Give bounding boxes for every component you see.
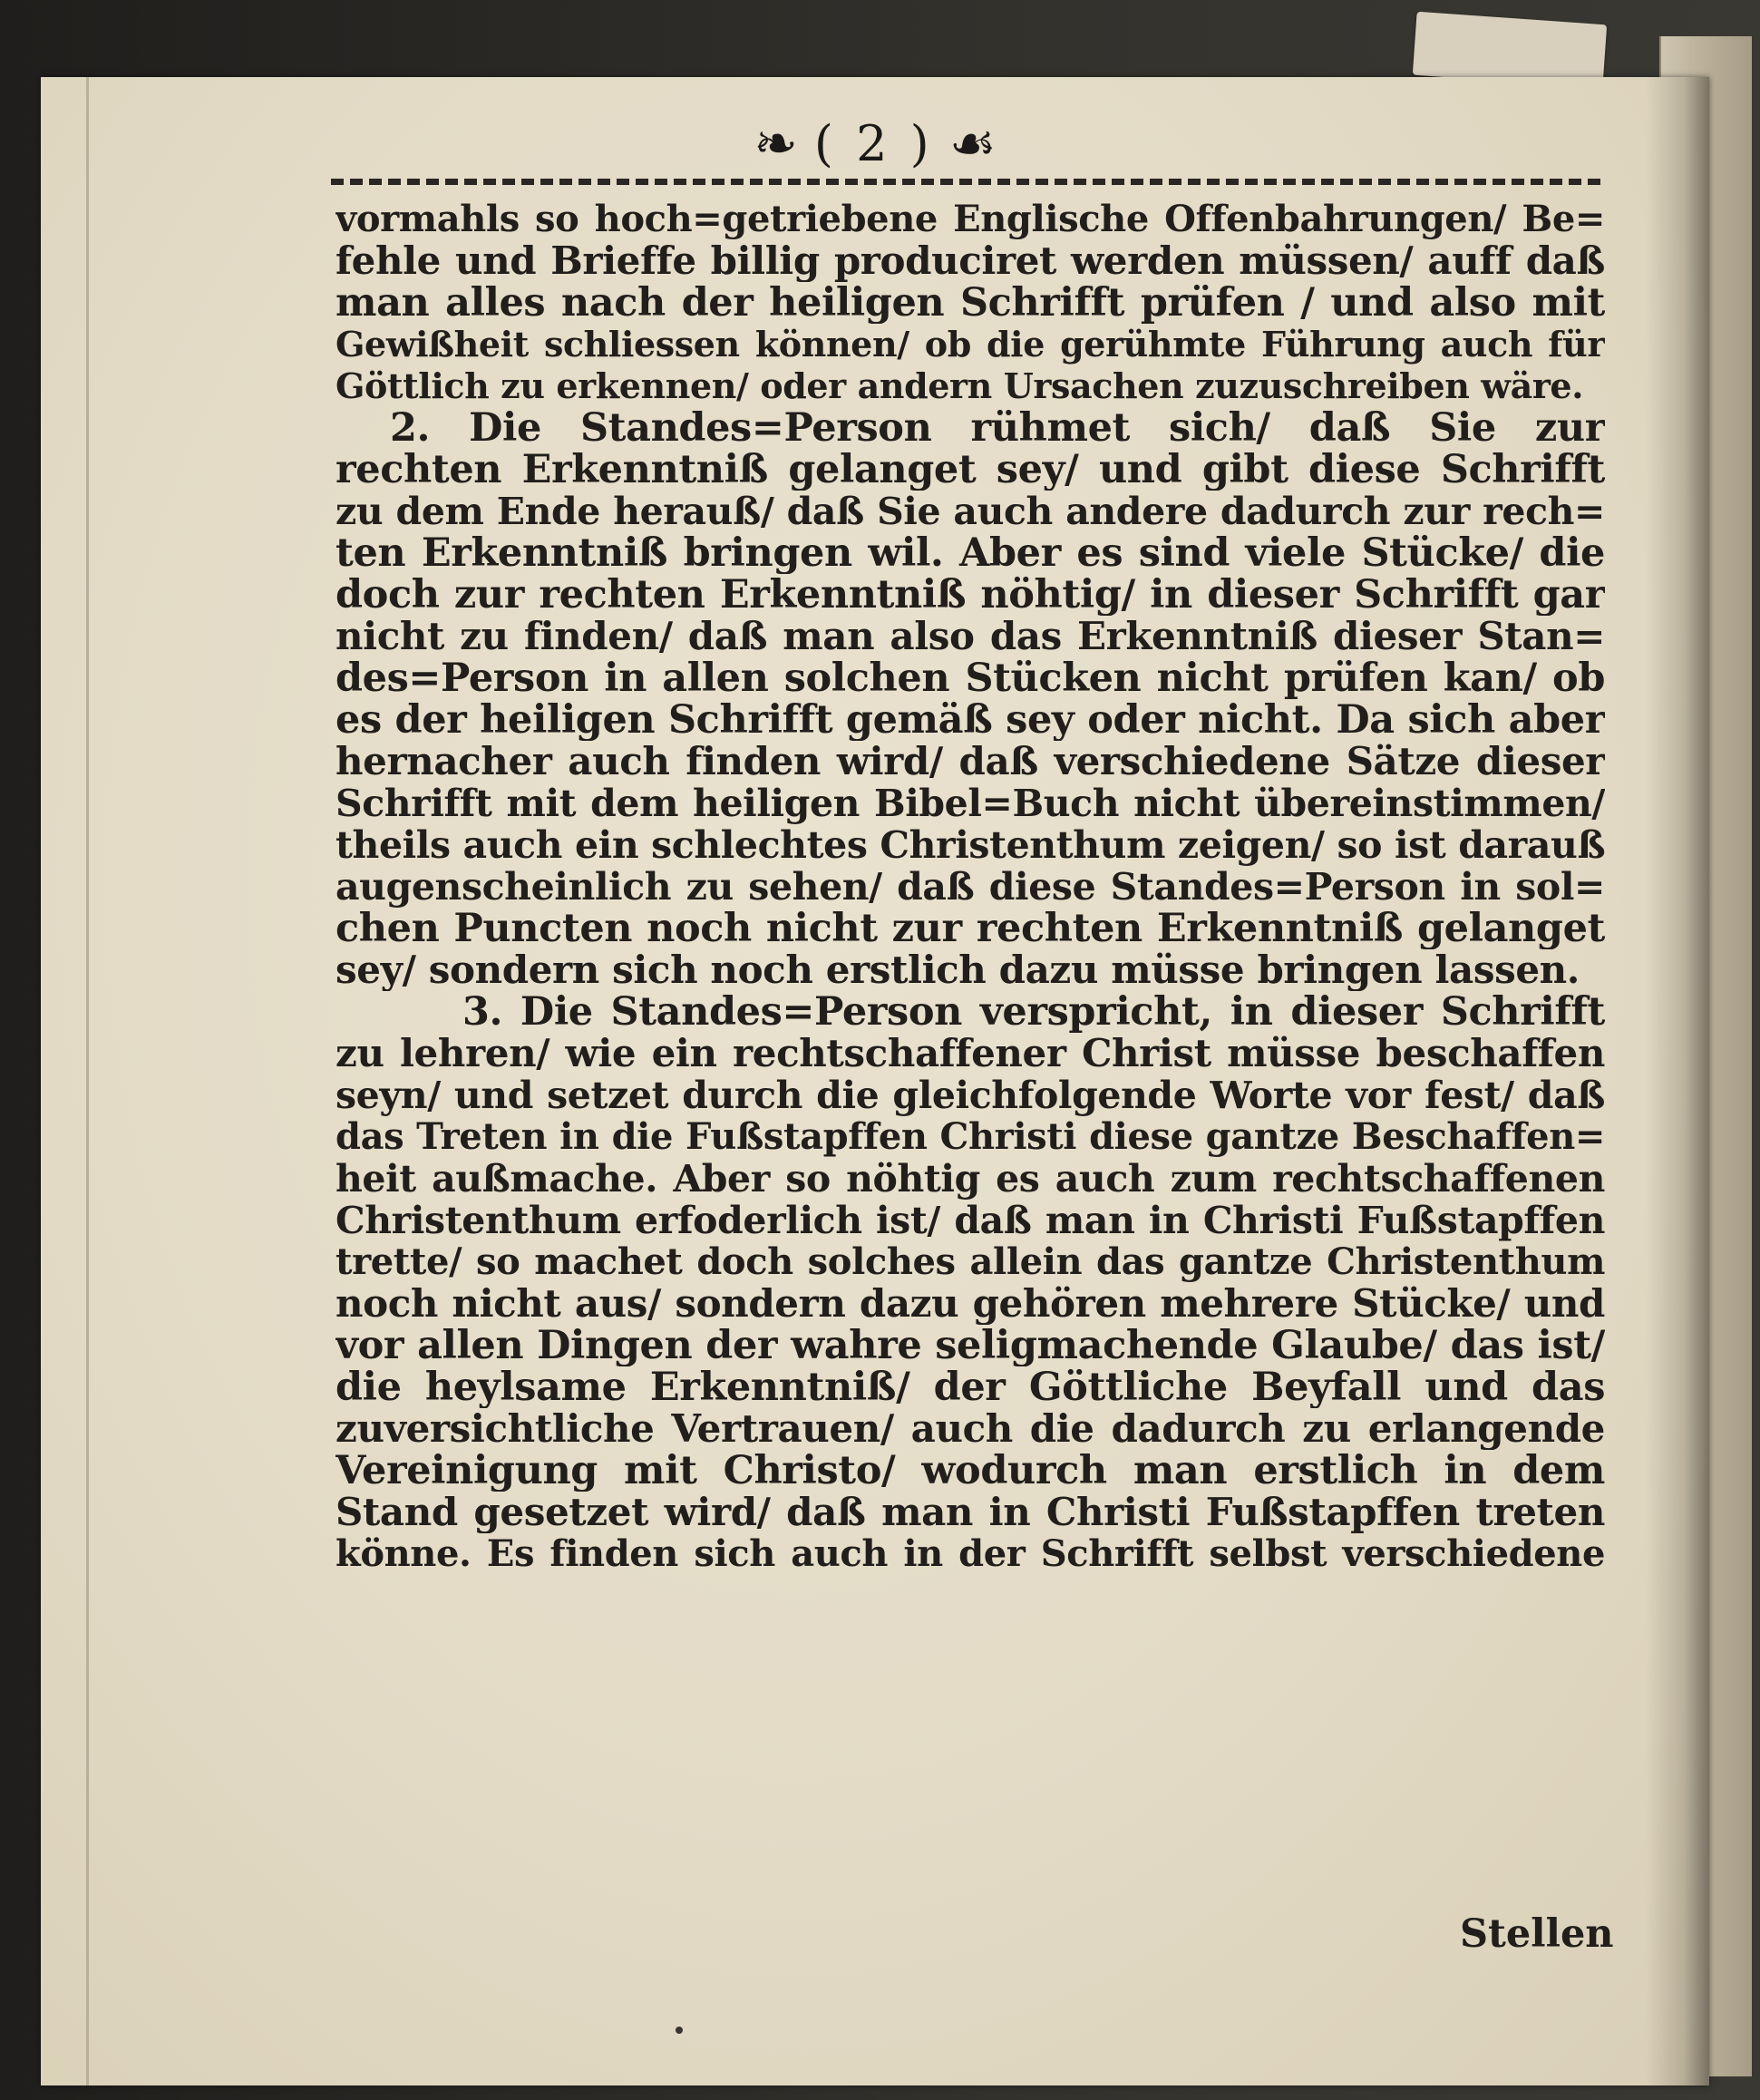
text-line: Gewißheit schliessen können/ ob die gerühmte Führung auch für	[335, 324, 1605, 365]
text-line: rechten Erkenntniß gelanget sey/ und gibt diese Schrifft	[335, 449, 1605, 491]
catchword: Stellen	[1460, 1911, 1614, 1957]
text-line: hernacher auch finden wird/ daß verschiedene Sätze dieser	[335, 741, 1605, 783]
text-line: vor allen Dingen der wahre seligmachende Glaube/ das ist/	[335, 1325, 1605, 1366]
text-line: heit außmache. Aber so nöhtig es auch zum rechtschaffenen	[335, 1158, 1605, 1200]
page-gutter-shadow	[1646, 77, 1709, 2085]
text-line: Vereinigung mit Christo/ wodurch man erstlich in dem	[335, 1450, 1605, 1492]
text-line: zu dem Ende herauß/ daß Sie auch andere dadurch zur rech=	[335, 491, 1605, 532]
text-line: vormahls so hoch=getriebene Englische Offenbahrungen/ Be=	[335, 199, 1605, 240]
text-line: fehle und Brieffe billig produciret werden müssen/ auff daß	[335, 240, 1605, 282]
text-line: man alles nach der heiligen Schrifft prüfen / und also mit	[335, 282, 1605, 324]
page-header	[41, 102, 1709, 184]
text-line: Stand gesetzet wird/ daß man in Christi Fußstapffen treten	[335, 1492, 1605, 1533]
page-fold-line	[86, 77, 89, 2085]
body-text	[335, 199, 1605, 1575]
text-line: das Treten in die Fußstapffen Christi diese gantze Beschaffen=	[335, 1116, 1605, 1158]
text-line: 3. Die Standes=Person verspricht, in dieser Schrifft	[462, 991, 1605, 1033]
ink-spot	[676, 2027, 683, 2034]
text-line: nicht zu finden/ daß man also das Erkenntniß dieser Stan=	[335, 616, 1605, 657]
header-rule	[331, 179, 1600, 185]
document-page	[41, 77, 1709, 2085]
text-line: zu lehren/ wie ein rechtschaffener Christ müsse beschaffen	[335, 1033, 1605, 1074]
text-line: trette/ so machet doch solches allein das gantze Christenthum	[335, 1241, 1605, 1283]
text-line: ten Erkenntniß bringen wil. Aber es sind viele Stücke/ die	[335, 532, 1605, 574]
text-line: des=Person in allen solchen Stücken nicht prüfen kan/ ob	[335, 657, 1605, 699]
page-number: ( 2 )	[813, 114, 933, 172]
text-line: 2. Die Standes=Person rühmet sich/ daß Sie zur	[390, 407, 1605, 449]
text-line: Christenthum erfoderlich ist/ daß man in Christi Fußstapffen	[335, 1200, 1605, 1241]
text-line: seyn/ und setzet durch die gleichfolgende Worte vor fest/ daß	[335, 1074, 1605, 1116]
ornament-left-icon: ❧	[754, 112, 798, 174]
text-line: es der heiligen Schrifft gemäß sey oder nicht. Da sich aber	[335, 699, 1605, 741]
text-line: Göttlich zu erkennen/ oder andern Ursachen zuzuschreiben wäre.	[335, 365, 1584, 406]
text-line: augenscheinlich zu sehen/ daß diese Standes=Person in sol=	[335, 866, 1605, 908]
text-line: zuversichtliche Vertrauen/ auch die dadurch zu erlangende	[335, 1408, 1605, 1450]
text-line: könne. Es finden sich auch in der Schrifft selbst verschiedene	[335, 1533, 1605, 1575]
text-line: Schrifft mit dem heiligen Bibel=Buch nicht übereinstimmen/	[335, 783, 1605, 824]
text-line: doch zur rechten Erkenntniß nöhtig/ in dieser Schrifft gar	[335, 574, 1605, 616]
text-line: die heylsame Erkenntniß/ der Göttliche Beyfall und das	[335, 1366, 1605, 1408]
text-line: noch nicht aus/ sondern dazu gehören mehrere Stücke/ und	[335, 1283, 1605, 1325]
text-line: chen Puncten noch nicht zur rechten Erkenntniß gelanget	[335, 908, 1605, 949]
text-line: sey/ sondern sich noch erstlich dazu müsse bringen lassen.	[335, 949, 1580, 991]
ornament-right-icon: ☙	[948, 112, 997, 174]
text-line: theils auch ein schlechtes Christenthum zeigen/ so ist darauß	[335, 824, 1605, 866]
